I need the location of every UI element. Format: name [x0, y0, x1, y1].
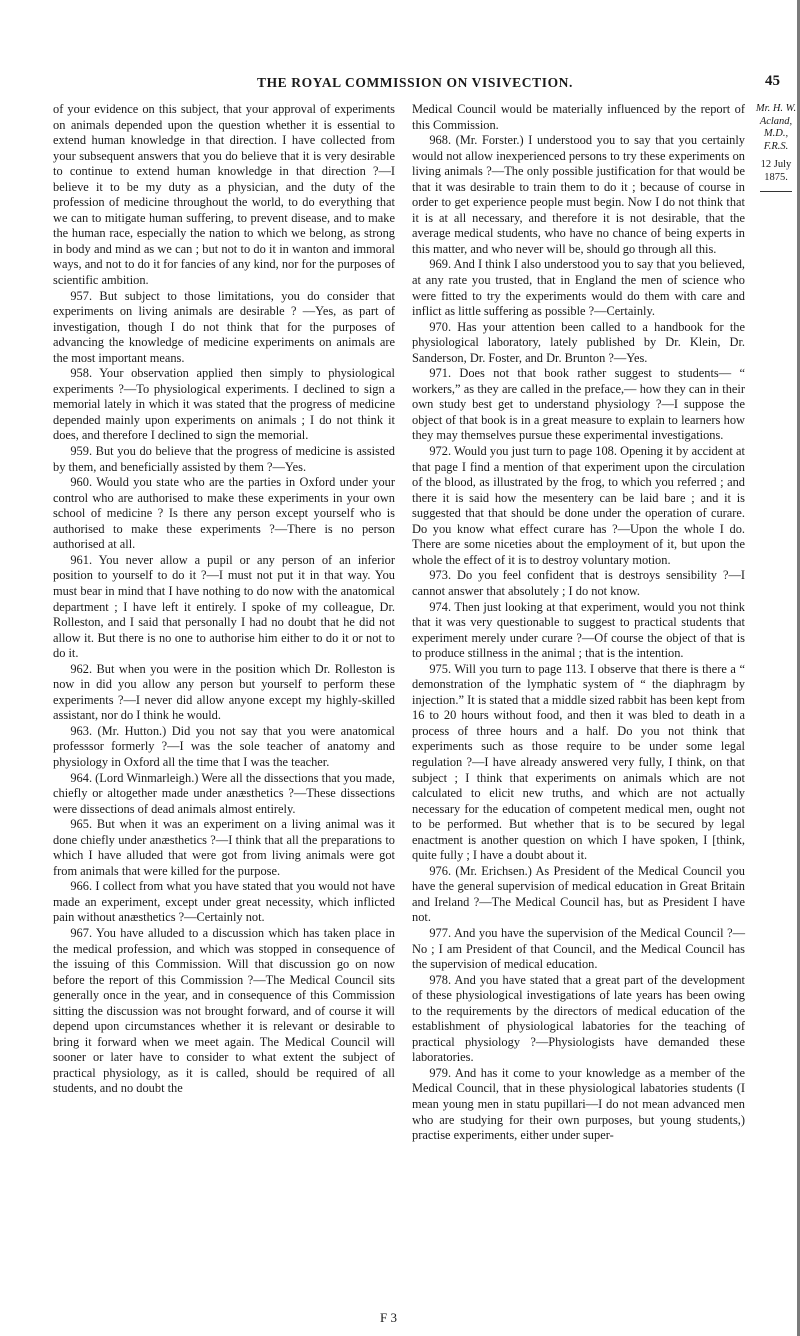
paragraph: 974. Then just looking at that experiment, would you not think that it was very questionable to suggest to practical students that experiment merely under curare ?—Of course the object of that is to produce stillness in the animal ; that is the intention.: [412, 599, 745, 661]
paragraph: 969. And I think I also understood you to say that you believed, at any rate you trusted, that in England the men of science who were fitted to try the experiments would do them with care and inflict as little suffering as possible ?—Certainly.: [412, 257, 745, 319]
margin-note: [754, 103, 798, 192]
paragraph: 958. Your observation applied then simply to physiological experiments ?—To physiological experiments. I declined to sign a memorial lately in which it was stated that the progress of medicine depended mainly upon experiments on animals ; I do not think it does, and therefore I declined to sign the memorial.: [53, 366, 395, 443]
paragraph: 978. And you have stated that a great part of the development of these physiological investigations of late years has been owing to the requirements by the directors of medical education of the establishment of physiological labatories for the teaching of practical physiology ?—Physiologists have demanded these laboratories.: [412, 972, 745, 1065]
paragraph: of your evidence on this subject, that your approval of experiments on animals depended upon the question whether it is essential to extend human knowledge in that direction. I have collected from your subsequent answers that you do believe that it is very desirable to continue to extend human knowledge in that direction ?—I believe it to be my duty as a physician, and the duty of the profession of medicine throughout the world, to do everything that we can to mitigate human suffering, to prevent disease, and to make the human race, especially the nation to which we belong, as strong in body and mind as we can ; but not to do it in wanton and immoral ways, and not to do it for fancies of any kind, nor for the purposes of scientific ambition.: [53, 102, 395, 288]
paragraph: 967. You have alluded to a discussion which has taken place in the medical profession, and which was stopped in consequence of the issuing of this Commission. Will that discussion go on now before the report of this Commission ?—The Medical Council sits generally once in the year, and in consequence of this Commission sitting the discussion was not brought forward, and of course it will depend upon circumstances whether it is relevant or desirable to bring it forward when we meet again. The Medical Council will sooner or later have to consider to what extent the subject of practical physiology, as it is called, should be required of all students, and no doubt the: [53, 925, 395, 1096]
right-column: [412, 102, 745, 1144]
witness-name: Mr. H. W. Acland, M.D., F.R.S.: [755, 103, 797, 152]
paragraph: 959. But you do believe that the progress of medicine is assisted by them, and beneficially assisted by them ?—Yes.: [53, 444, 395, 474]
paragraph: 979. And has it come to your knowledge as a member of the Medical Council, that in these physiological labatories students (I mean young men in statu pupillari—I do not mean advanced men who are studying for their own purposes, but young students,) practise experiments, either under super-: [412, 1065, 745, 1143]
paragraph: 964. (Lord Winmarleigh.) Were all the dissections that you made, chiefly or altogether made under anæsthetics ?—These dissections were dissections of dead animals almost entirely.: [53, 770, 395, 816]
paragraph: 975. Will you turn to page 113. I observe that there is there a “ demonstration of the lymphatic system of “ the diaphragm by injection.” It is stated that a middle sized rabbit has been kept from 16 to 20 hours without food, and then it was bled to death in a process of three hours and a half. Do you not think that experiments such as those require to be under some legal regulation ?—I have already answered very fully, I think, on that subject ; I think that experiments on animals which are not calculated to elicit new truths, and which are not actually necessary for the education of competent medical men, ought not to be performed. But whether that is to be secured by legal enactment is another question on which I have spoken, I [think, quite fully ; I have a doubt about it.: [412, 661, 745, 863]
paragraph: 972. Would you just turn to page 108. Opening it by accident at that page I find a mention of that experiment upon the circulation of the blood, as illustrated by the frog, to which you referred ; and there it is said how the mesentery can be laid bare ; and it is suggested that that should be done under the operation of curare. Do you know what effect curare has ?—Upon the whole I do. There are some niceties about the employment of it, but upon the whole the effect of it is to destroy voluntary motion.: [412, 444, 745, 567]
paragraph: 965. But when it was an experiment on a living animal was it done chiefly under anæsthetics ?—I think that all the preparations to which I have alluded that were got from living animals were got from animals that were killed for the purpose.: [53, 817, 395, 878]
paragraph: 962. But when you were in the position which Dr. Rolleston is now in did you allow any person but yourself to perform these experiments ?—I never did allow anyone except my highly-skilled assistant, nor do I think he would.: [53, 661, 395, 723]
paragraph: 968. (Mr. Forster.) I understood you to say that you certainly would not allow inexperienced persons to try these experiments on living animals ?—The only possible justification for that would be that it was desirable to train them to do it ; because of course in order to get experience people must begin. Now I do not think that it is at all necessary, and therefore it is not desirable, that the average medical students, who have no chance of being experts in this matter, and who never will be, should go through all this.: [412, 133, 745, 256]
paragraph: 960. Would you state who are the parties in Oxford under your control who are authorised to make these experiments in your own school of medicine ? Is there any person except yourself who is authorised to make these experiments ?—There is no person authorised at all.: [53, 475, 395, 552]
paragraph: 971. Does not that book rather suggest to students— “ workers,” as they are called in the preface,— how they can in their own study best get to understand physiology ?—I suppose the object of that book is in a great measure to explain to learners how they may themselves pursue these experimental investigations.: [412, 366, 745, 443]
margin-rule: [760, 191, 792, 192]
paragraph: Medical Council would be materially influenced by the report of this Commission.: [412, 102, 745, 132]
page-header: [50, 72, 780, 96]
page-number: 45: [765, 73, 780, 89]
paragraph: 970. Has your attention been called to a handbook for the physiological laboratory, lately published by Dr. Klein, Dr. Sanderson, Dr. Foster, and Dr. Brunton ?—Yes.: [412, 319, 745, 365]
paragraph: 957. But subject to those limitations, you do consider that experiments on living animals are desirable ? —Yes, as part of investigation, though I do not think that for the purposes of advancing the knowledge of medicine experiments on animals are the most important means.: [53, 288, 395, 365]
paragraph: 966. I collect from what you have stated that you would not have made an experiment, except under great necessity, which inflicted pain without anæsthetics ?—Certainly not.: [53, 879, 395, 925]
paragraph: 973. Do you feel confident that is destroys sensibility ?—I cannot answer that absolutely ; I do not know.: [412, 568, 745, 598]
signature-mark: F 3: [380, 1310, 397, 1325]
left-column: [53, 102, 395, 1097]
paragraph: 961. You never allow a pupil or any person of an inferior position to yourself to do it ?—I must not put it in that way. You must bear in mind that I have nothing to do now with the anatomical department ; I have left it entirely. I spoke of my colleague, Dr. Rolleston, and I said that personally I had no doubt that he did not allow it. But there is no one to authorise him either to do it or not to do it.: [53, 552, 395, 661]
paragraph: 963. (Mr. Hutton.) Did you not say that you were anatomical professsor formerly ?—I was the sole teacher of anatomy and physiology in Oxford all the time that I was the teacher.: [53, 723, 395, 769]
witness-date: 12 July 1875.: [760, 159, 792, 183]
paragraph: 976. (Mr. Erichsen.) As President of the Medical Council you have the general supervision of medical education in Great Britain and Ireland ?—The Medical Council has, but as President I have not.: [412, 863, 745, 925]
paragraph: 977. And you have the supervision of the Medical Council ?—No ; I am President of that Council, and the Medical Council has the supervision of medical education.: [412, 925, 745, 972]
running-title: THE ROYAL COMMISSION ON VISIVECTION.: [256, 75, 574, 90]
